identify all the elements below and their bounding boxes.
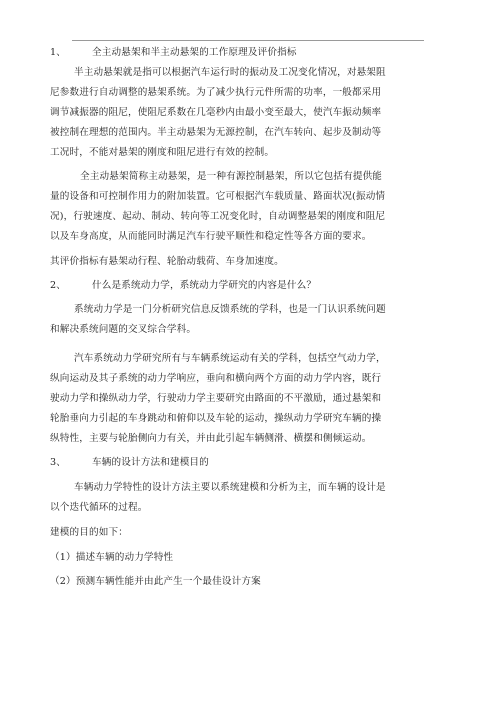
section-2-title: 什么是系统动力学，系统动力学研究的内容是什么？: [92, 280, 317, 291]
paragraph-line: 调节减振器的阻尼，使阻尼系数在几毫秒内由最小变至最大，使汽车振动频率: [50, 107, 382, 118]
header-rule: [72, 40, 424, 41]
paragraph-line: 系统动力学是一门分析研究信息反馈系统的学科，也是一门认识系统问题: [74, 304, 386, 315]
section-3-title: 车辆的设计方法和建模目的: [92, 457, 209, 468]
paragraph-line: 尼参数进行自动调整的悬架系统。为了减少执行元件所需的功率，一般都采用: [50, 87, 382, 98]
section-3-number: 3、: [50, 457, 66, 468]
paragraph-line: 轮胎垂向力引起的车身跳动和俯仰以及车轮的运动，操纵动力学研究车辆的操: [50, 413, 382, 424]
paragraph-line: 工况时，不能对悬架的刚度和阻尼进行有效的控制。: [50, 147, 275, 158]
paragraph-line: 量的设备和可控制作用力的附加装置。它可根据汽车载质量、路面状况(振动情: [50, 191, 386, 202]
paragraph-line: 和解决系统问题的交叉综合学科。: [50, 324, 197, 335]
paragraph-line: 汽车系统动力学研究所有与车辆系统运动有关的学科，包括空气动力学，: [74, 353, 386, 364]
modeling-purpose-intro: 建模的目的如下：: [50, 527, 128, 538]
section-2-heading: [50, 279, 430, 292]
paragraph-line: 被控制在理想的范围内。半主动悬架为无源控制，在汽车转向、起步及制动等: [50, 127, 382, 138]
list-item: （1）描述车辆的动力学特性: [50, 552, 174, 563]
section-3-heading: [50, 456, 430, 469]
paragraph-line: 车辆动力学特性的设计方法主要以系统建模和分析为主，而车辆的设计是: [74, 482, 386, 493]
paragraph-line: 以及车身高度，从而能同时满足汽车行驶平顺性和稳定性等各方面的要求。: [50, 231, 372, 242]
paragraph-line: 纵向运动及其子系统的动力学响应，垂向和横向两个方面的动力学内容，既行: [50, 373, 382, 384]
list-item: （2）预测车辆性能并由此产生一个最佳设计方案: [50, 576, 261, 587]
paragraph-line: 以个迭代循环的过程。: [50, 502, 148, 513]
paragraph-line: 驶动力学和操纵动力学，行驶动力学主要研究由路面的不平激励，通过悬架和: [50, 393, 382, 404]
section-1-title: 全主动悬架和半主动悬架的工作原理及评价指标: [92, 47, 297, 58]
evaluation-indicators: 其评价指标有悬架动行程、轮胎动载荷、车身加速度。: [50, 256, 284, 267]
paragraph-line: 全主动悬架简称主动悬架，是一种有源控制悬架，所以它包括有提供能: [80, 171, 383, 182]
section-1-heading: [50, 46, 430, 59]
paragraph-line: 半主动悬架就是指可以根据汽车运行时的振动及工况变化情况，对悬架阻: [74, 67, 386, 78]
section-1-number: 1、: [50, 47, 66, 58]
paragraph-line: 况)，行驶速度、起动、制动、转向等工况变化时，自动调整悬架的刚度和阻尼: [50, 211, 386, 222]
section-2-number: 2、: [50, 280, 66, 291]
paragraph-line: 纵特性，主要与轮胎侧向力有关，并由此引起车辆侧滑、横摆和侧倾运动。: [50, 433, 372, 444]
